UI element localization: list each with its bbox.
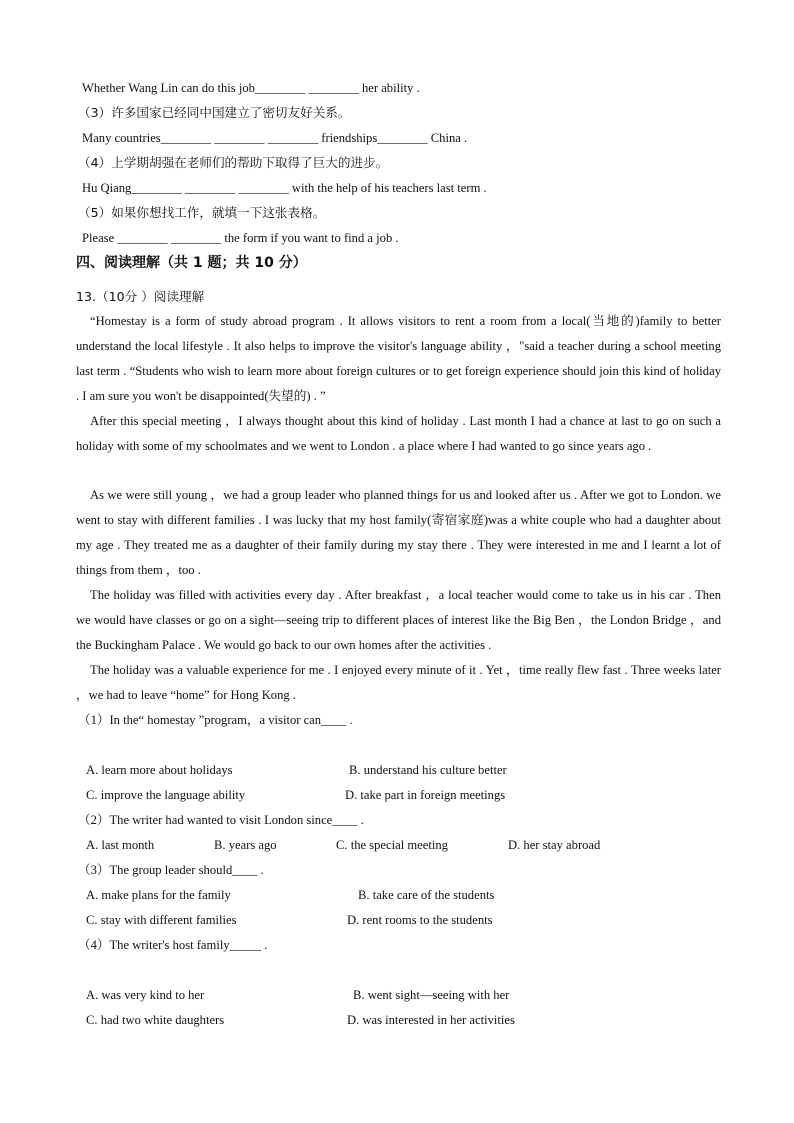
q2-option-a[interactable]: A. last month [86, 838, 155, 852]
q5-prompt: （5）如果你想找工作，就填一下这张表格。 [78, 205, 326, 220]
passage-text-4: The holiday was filled with activities every day . After breakfast ，a local teacher would come to take us in his car . Then we would have classes or go on a sight—seeing trip to different places of interest like the Big Ben ，the London Bridge ，and the Buckingham Palace . We would go back to our own homes after the activities . [76, 588, 721, 652]
question-1-stem: （1）In the“ homestay ”program，a visitor can____ . [78, 713, 353, 727]
q5-sentence: Please ________ ________ the form if you want to find a job . [82, 231, 399, 245]
q2-sentence: Whether Wang Lin can do this job________ ________ her ability . [82, 81, 420, 95]
q1-option-b[interactable]: B. understand his culture better [349, 763, 507, 777]
q4-prompt: （4）上学期胡强在老师们的帮助下取得了巨大的进步。 [78, 155, 389, 170]
q1-option-a[interactable]: A. learn more about holidays [86, 763, 233, 777]
q3-option-a[interactable]: A. make plans for the family [86, 888, 231, 902]
passage-paragraph-5 [76, 658, 721, 708]
passage-text-1: “Homestay is a form of study abroad program . It allows visitors to rent a room from a local(当地的)family to better understand the local lifestyle . It also helps to improve the visitor's language ability ，"said a teacher during a school meeting last term . “Students who wish to learn more about foreign cultures or to get foreign experience should join this kind of holiday . I am sure you won't be disappointed(失望的) . ” [76, 314, 721, 403]
passage-paragraph-2 [76, 409, 721, 459]
q4-option-c[interactable]: C. had two white daughters [86, 1013, 225, 1027]
q3-sentence: Many countries________ ________ ________ friendships________ China . [82, 131, 468, 145]
passage-paragraph-1 [76, 309, 721, 409]
passage-text-5: The holiday was a valuable experience for me . I enjoyed every minute of it . Yet ，time really flew fast . Three weeks later ，we had to leave “home” for Hong Kong . [76, 663, 721, 702]
q4-option-d[interactable]: D. was interested in her activities [347, 1013, 515, 1027]
q4-option-a[interactable]: A. was very kind to her [86, 988, 205, 1002]
q2-option-b[interactable]: B. years ago [214, 838, 277, 852]
question-2-stem: （2）The writer had wanted to visit London since____ . [78, 813, 364, 827]
passage-paragraph-3 [76, 483, 721, 583]
passage-text-2: After this special meeting ，I always thought about this kind of holiday . Last month I had a chance at last to go on such a holiday with some of my schoolmates and we went to London . a place where I had wanted to go since years ago . [76, 414, 721, 453]
q2-option-c[interactable]: C. the special meeting [336, 838, 448, 852]
q1-option-c[interactable]: C. improve the language ability [86, 788, 246, 802]
q1-option-d[interactable]: D. take part in foreign meetings [345, 788, 506, 802]
q3-option-d[interactable]: D. rent rooms to the students [347, 913, 493, 927]
q4-option-b[interactable]: B. went sight—seeing with her [353, 988, 510, 1002]
passage-paragraph-4 [76, 583, 721, 658]
passage-text-3: As we were still young ，we had a group leader who planned things for us and looked after us . After we got to London. we went to stay with different families . I was lucky that my host family(寄宿家庭)was a white couple who had a daughter about my age . They treated me as a daughter of their family during my stay there . They were interested in me and I learnt a lot of things from them ，too . [76, 488, 721, 577]
q4-sentence: Hu Qiang________ ________ ________ with the help of his teachers last term . [82, 181, 487, 195]
question-4-stem: （4）The writer's host family_____ . [78, 938, 268, 952]
q3-option-c[interactable]: C. stay with different families [86, 913, 237, 927]
question-3-stem: （3）The group leader should____ . [78, 863, 264, 877]
section-title: 四、阅读理解（共 1 题；共 10 分） [76, 255, 307, 271]
q3-option-b[interactable]: B. take care of the students [358, 888, 495, 902]
q3-prompt: （3）许多国家已经同中国建立了密切友好关系。 [78, 105, 351, 120]
question-header: 13.（10分 ）阅读理解 [76, 289, 205, 304]
q2-option-d[interactable]: D. her stay abroad [508, 838, 601, 852]
